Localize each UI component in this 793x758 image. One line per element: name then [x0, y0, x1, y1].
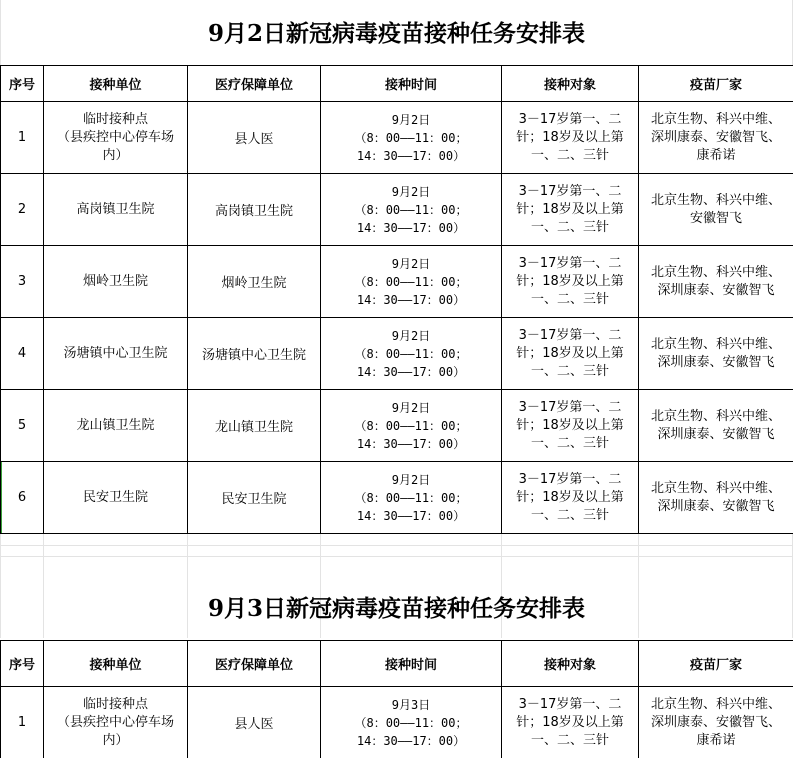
- row-number: 3: [1, 246, 44, 318]
- cell-vendor-line: 深圳康泰、安徽智飞、: [650, 129, 781, 145]
- cell-medical: 高岗镇卫生院: [188, 174, 321, 246]
- cell-time-line: 14：30——17：00）: [356, 364, 466, 379]
- cell-target-line: 一、二、三针: [530, 291, 609, 307]
- cell-time: [321, 390, 502, 462]
- cell-target-line: 一、二、三针: [530, 363, 609, 379]
- grid-columns-middle: [0, 533, 793, 638]
- col-header-time: 接种时间: [321, 641, 502, 687]
- cell-time-line: 9月3日: [391, 697, 431, 712]
- cell-time-line: 9月2日: [391, 112, 431, 127]
- cell-vendor-line: 深圳康泰、安徽智飞: [657, 426, 775, 442]
- cell-target-line: 一、二、三针: [530, 732, 609, 748]
- cell-target: [502, 462, 639, 534]
- cell-unit-line: 内）: [102, 732, 129, 748]
- cell-target-line: 针；18岁及以上第: [516, 489, 624, 505]
- cell-time: [321, 318, 502, 390]
- cell-time: [321, 102, 502, 174]
- cell-target-line: 一、二、三针: [530, 219, 609, 235]
- cell-unit: [44, 318, 188, 390]
- cell-unit-line: 汤塘镇中心卫生院: [63, 345, 168, 361]
- cell-unit-line: 龙山镇卫生院: [76, 417, 155, 433]
- col-header-target: 接种对象: [502, 641, 639, 687]
- cell-time-line: 14：30——17：00）: [356, 508, 466, 523]
- cell-unit-line: 烟岭卫生院: [82, 273, 148, 289]
- cell-target: [502, 246, 639, 318]
- cell-medical: 县人医: [188, 102, 321, 174]
- cell-time-line: 14：30——17：00）: [356, 148, 466, 163]
- cell-vendor-line: 康希诺: [696, 732, 736, 748]
- cell-time-line: 9月2日: [391, 256, 431, 271]
- cell-target: [502, 102, 639, 174]
- schedule-title-day2: 9月3日新冠病毒疫苗接种任务安排表: [207, 595, 585, 622]
- cell-target-line: 针；18岁及以上第: [516, 273, 624, 289]
- cell-vendor: [639, 390, 793, 462]
- cell-unit-line: （县疾控中心停车场: [56, 714, 174, 730]
- col-header-time: 接种时间: [321, 66, 502, 102]
- cell-target-line: 针；18岁及以上第: [516, 345, 624, 361]
- cell-target-line: 针；18岁及以上第: [516, 417, 624, 433]
- cell-target-line: 针；18岁及以上第: [516, 129, 624, 145]
- cell-target: [502, 390, 639, 462]
- cell-target-line: 针；18岁及以上第: [516, 714, 624, 730]
- cell-time-line: （8：00——11：00；: [354, 490, 468, 505]
- table-row: [1, 687, 793, 758]
- cell-vendor-line: 深圳康泰、安徽智飞: [657, 282, 775, 298]
- cell-time-line: （8：00——11：00；: [354, 346, 468, 361]
- cell-target: [502, 174, 639, 246]
- row-number: 6: [1, 462, 44, 534]
- cell-vendor-line: 北京生物、科兴中维、: [650, 408, 781, 424]
- cell-unit-line: 内）: [102, 147, 129, 163]
- cell-time-line: （8：00——11：00；: [354, 274, 468, 289]
- col-header-vendor: 疫苗厂家: [639, 66, 793, 102]
- cell-vendor: [639, 462, 793, 534]
- col-header-unit: 接种单位: [44, 66, 188, 102]
- cell-unit: [44, 687, 188, 758]
- cell-unit-line: （县疾控中心停车场: [56, 129, 174, 145]
- col-header-target: 接种对象: [502, 66, 639, 102]
- cell-unit-line: 临时接种点: [82, 111, 148, 127]
- schedule-table-day1: [0, 65, 793, 534]
- cell-unit-line: 民安卫生院: [82, 489, 148, 505]
- cell-target-line: 一、二、三针: [530, 147, 609, 163]
- table-row: [1, 390, 793, 462]
- cell-unit-line: 高岗镇卫生院: [76, 201, 155, 217]
- cell-target-line: 3－17岁第一、二: [518, 183, 622, 199]
- cell-unit: [44, 174, 188, 246]
- cell-vendor: [639, 102, 793, 174]
- cell-vendor-line: 深圳康泰、安徽智飞: [657, 354, 775, 370]
- row-number: 2: [1, 174, 44, 246]
- cell-medical: 县人医: [188, 687, 321, 758]
- schedule-title-day1: 9月2日新冠病毒疫苗接种任务安排表: [207, 20, 585, 47]
- table-row: [1, 246, 793, 318]
- cell-time-line: 9月2日: [391, 184, 431, 199]
- col-header-no: 序号: [1, 641, 44, 687]
- cell-medical: 烟岭卫生院: [188, 246, 321, 318]
- cell-vendor: [639, 174, 793, 246]
- cell-time-line: 9月2日: [391, 472, 431, 487]
- cell-time: [321, 462, 502, 534]
- cell-vendor-line: 深圳康泰、安徽智飞: [657, 498, 775, 514]
- row-number: 4: [1, 318, 44, 390]
- cell-unit-line: 临时接种点: [82, 696, 148, 712]
- header-row: [1, 66, 793, 102]
- cell-vendor-line: 康希诺: [696, 147, 736, 163]
- cell-medical: 民安卫生院: [188, 462, 321, 534]
- cell-time-line: 14：30——17：00）: [356, 733, 466, 748]
- col-header-medical: 医疗保障单位: [188, 641, 321, 687]
- cell-vendor: [639, 318, 793, 390]
- cell-time-line: 14：30——17：00）: [356, 436, 466, 451]
- cell-time-line: （8：00——11：00；: [354, 418, 468, 433]
- cell-time-line: 9月2日: [391, 400, 431, 415]
- cell-target-line: 一、二、三针: [530, 435, 609, 451]
- col-header-vendor: 疫苗厂家: [639, 641, 793, 687]
- row-number: 1: [1, 687, 44, 758]
- table-row: [1, 462, 793, 534]
- col-header-unit: 接种单位: [44, 641, 188, 687]
- cell-unit: [44, 390, 188, 462]
- cell-time: [321, 687, 502, 758]
- col-header-no: 序号: [1, 66, 44, 102]
- cell-time-line: 9月2日: [391, 328, 431, 343]
- cell-vendor-line: 北京生物、科兴中维、: [650, 696, 781, 712]
- cell-unit: [44, 462, 188, 534]
- cell-target-line: 3－17岁第一、二: [518, 399, 622, 415]
- header-row: [1, 641, 793, 687]
- cell-vendor-line: 安徽智飞: [689, 210, 742, 226]
- cell-target-line: 3－17岁第一、二: [518, 111, 622, 127]
- cell-unit: [44, 102, 188, 174]
- cell-time: [321, 246, 502, 318]
- row-number: 1: [1, 102, 44, 174]
- cell-target-line: 针；18岁及以上第: [516, 201, 624, 217]
- cell-target: [502, 687, 639, 758]
- cell-time-line: 14：30——17：00）: [356, 220, 466, 235]
- cell-target-line: 一、二、三针: [530, 507, 609, 523]
- cell-time-line: （8：00——11：00；: [354, 202, 468, 217]
- cell-target-line: 3－17岁第一、二: [518, 255, 622, 271]
- col-header-medical: 医疗保障单位: [188, 66, 321, 102]
- row-number: 5: [1, 390, 44, 462]
- schedule-table-day2: [0, 640, 793, 758]
- cell-vendor-line: 北京生物、科兴中维、: [650, 480, 781, 496]
- cell-medical: 龙山镇卫生院: [188, 390, 321, 462]
- cell-vendor-line: 北京生物、科兴中维、: [650, 192, 781, 208]
- cell-vendor-line: 深圳康泰、安徽智飞、: [650, 714, 781, 730]
- cell-target: [502, 318, 639, 390]
- cell-target-line: 3－17岁第一、二: [518, 696, 622, 712]
- cell-time-line: （8：00——11：00；: [354, 130, 468, 145]
- cell-time-line: 14：30——17：00）: [356, 292, 466, 307]
- cell-vendor-line: 北京生物、科兴中维、: [650, 264, 781, 280]
- table-row: [1, 174, 793, 246]
- cell-vendor-line: 北京生物、科兴中维、: [650, 111, 781, 127]
- table-row: [1, 102, 793, 174]
- cell-vendor-line: 北京生物、科兴中维、: [650, 336, 781, 352]
- cell-vendor: [639, 246, 793, 318]
- cell-time: [321, 174, 502, 246]
- cell-vendor: [639, 687, 793, 758]
- cell-unit: [44, 246, 188, 318]
- cell-target-line: 3－17岁第一、二: [518, 327, 622, 343]
- table-row: [1, 318, 793, 390]
- cell-time-line: （8：00——11：00；: [354, 715, 468, 730]
- cell-target-line: 3－17岁第一、二: [518, 471, 622, 487]
- cell-medical: 汤塘镇中心卫生院: [188, 318, 321, 390]
